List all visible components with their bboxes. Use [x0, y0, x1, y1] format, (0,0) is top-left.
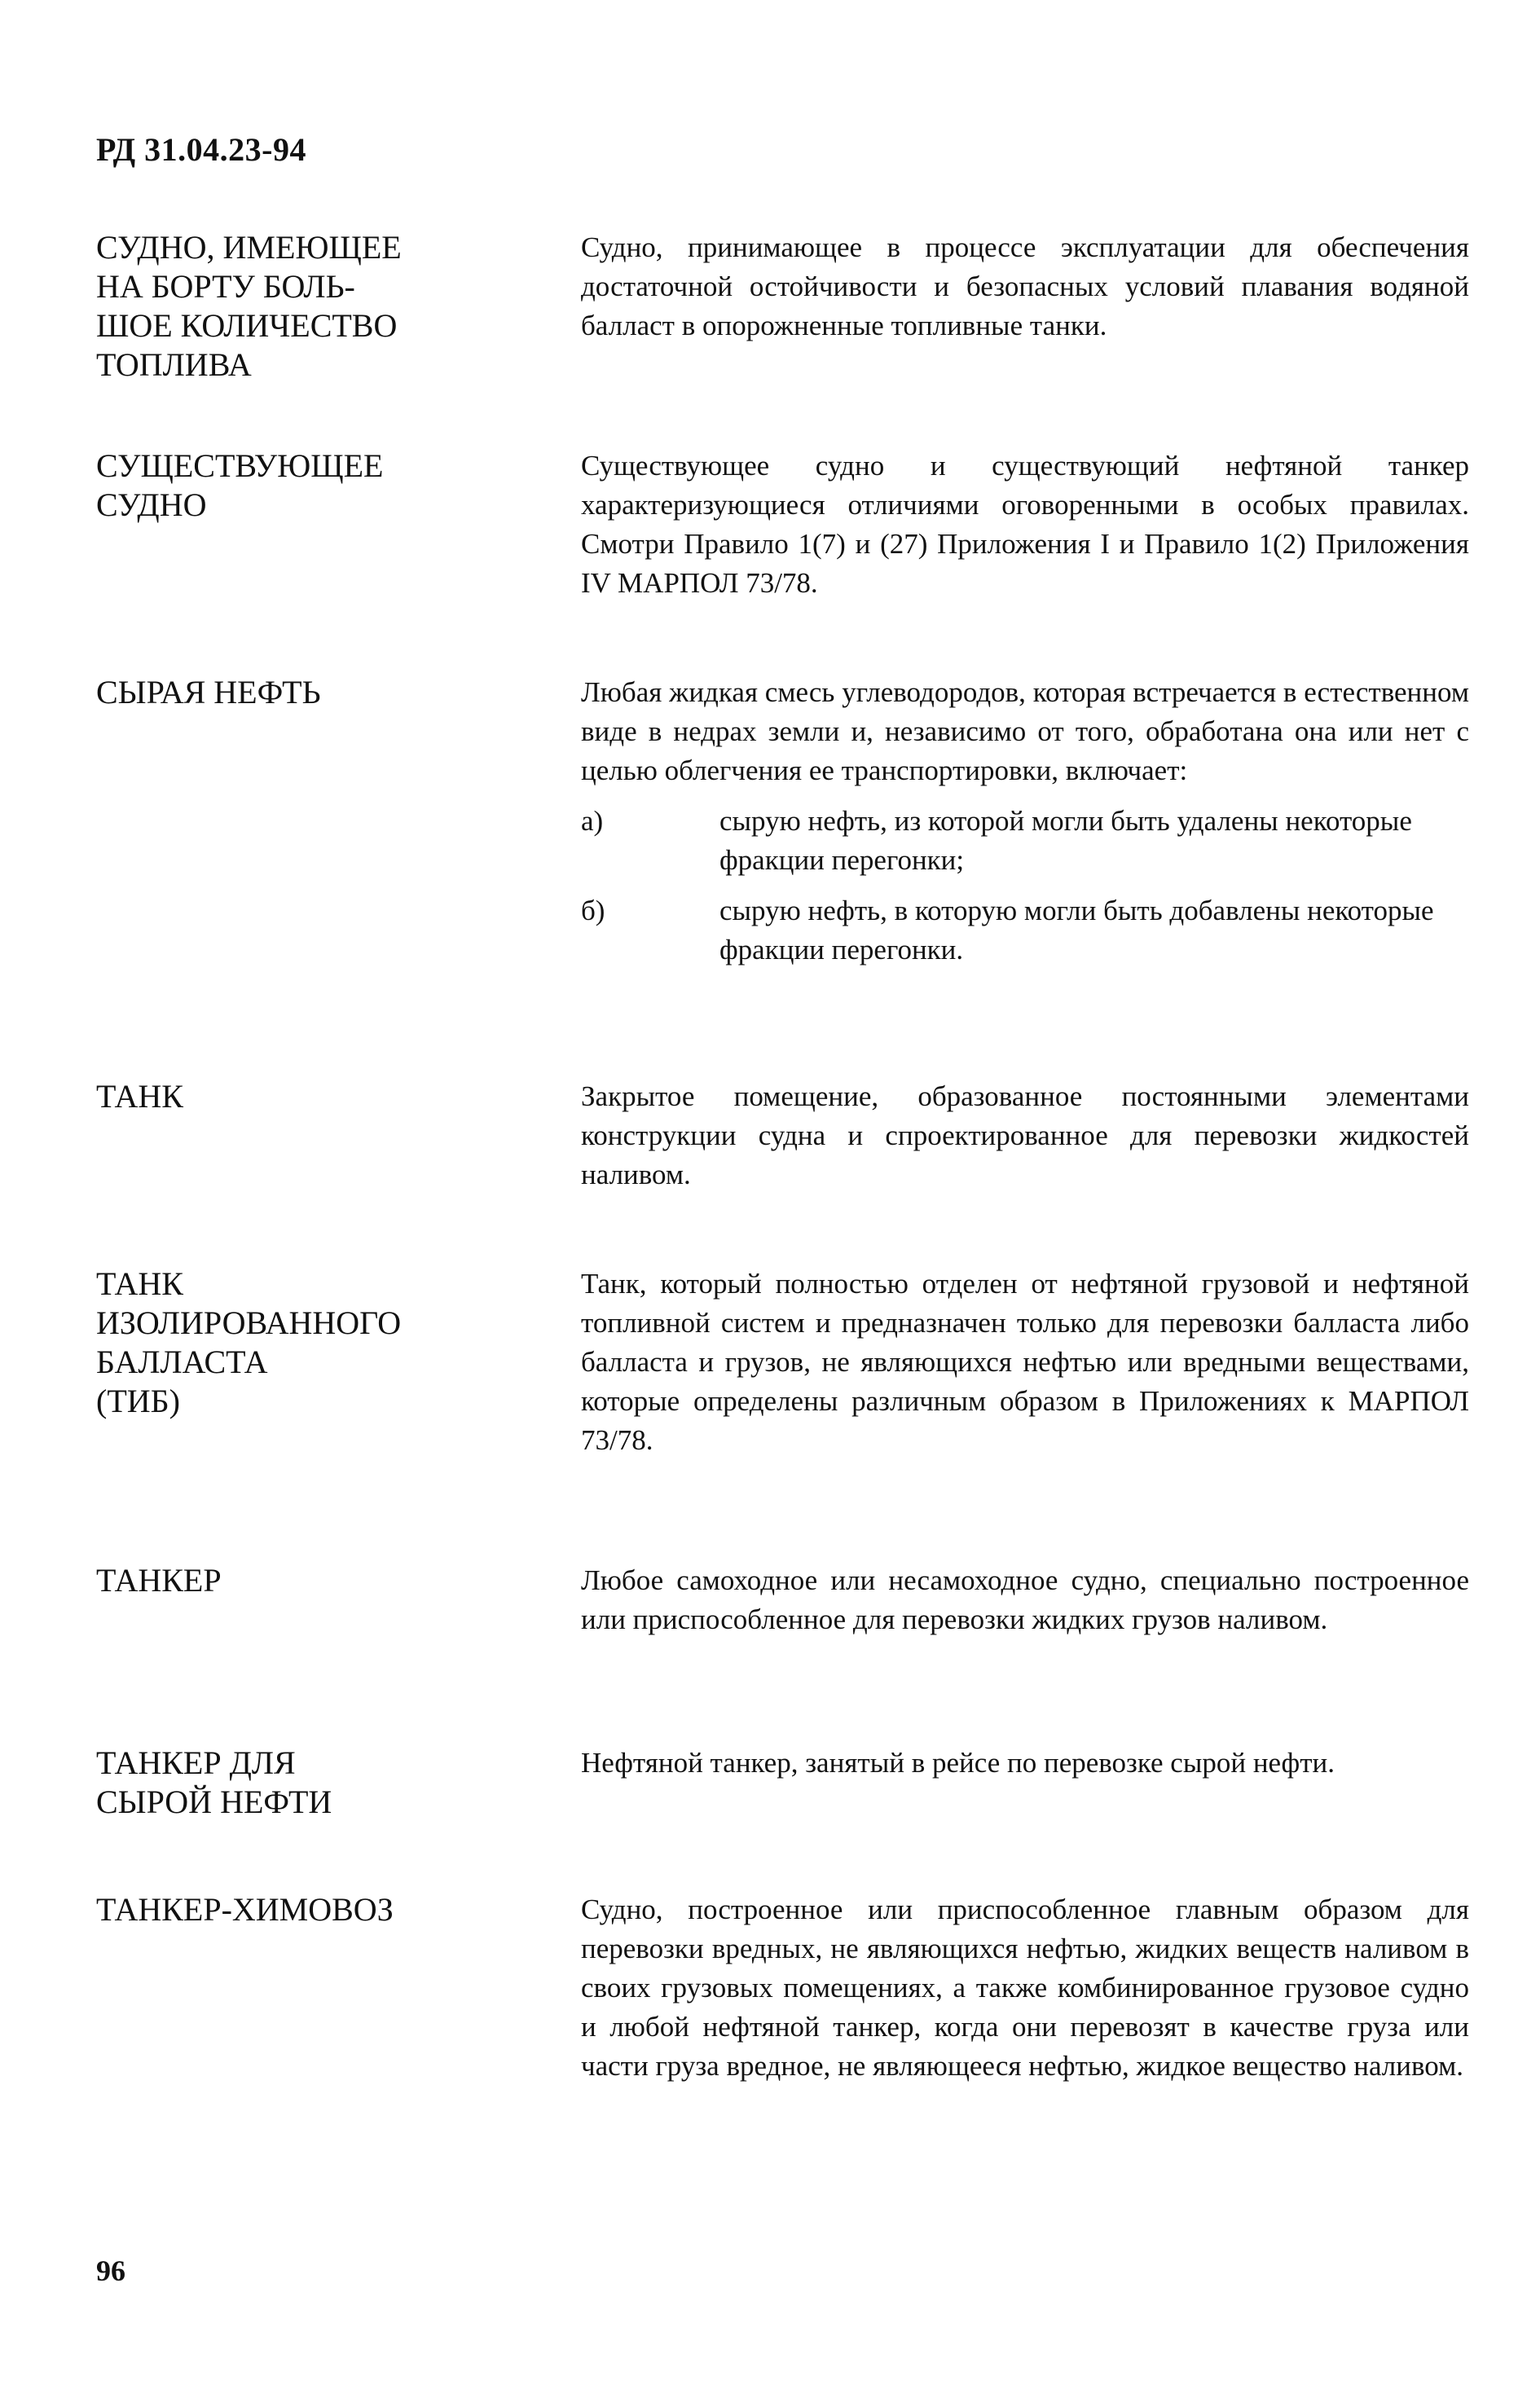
term-line: СЫРОЙ НЕФТИ — [96, 1784, 332, 1820]
term-line: ИЗОЛИРОВАННОГО — [96, 1304, 402, 1341]
term-line: СУЩЕСТВУЮЩЕЕ — [96, 447, 384, 484]
entry-term — [96, 673, 487, 712]
term-line: ТАНК — [96, 1078, 183, 1115]
definition-text: Судно, принимающее в процессе эксплуатации для обеспечения достаточной остойчивости и безопасных условий плавания водяной балласт в опорожненные топливные танки. — [581, 231, 1469, 341]
definition-text: Закрытое помещение, образованное постоянными элементами конструкции судна и спроектированное для перевозки жидкостей наливом. — [581, 1080, 1469, 1190]
entry-term — [96, 1890, 487, 1929]
list-item — [581, 891, 1469, 970]
entry-definition — [581, 1890, 1469, 2086]
entry-definition — [581, 1265, 1469, 1460]
entry-definition — [581, 228, 1469, 345]
definition-sublist — [581, 802, 1469, 970]
entry-term — [96, 1561, 487, 1600]
term-line: ШОЕ КОЛИЧЕСТВО — [96, 307, 398, 344]
term-line: НА БОРТУ БОЛЬ- — [96, 268, 355, 305]
term-line: БАЛЛАСТА — [96, 1344, 268, 1380]
term-line: ТАНК — [96, 1265, 183, 1302]
entry-definition — [581, 673, 1469, 981]
term-line: СЫРАЯ НЕФТЬ — [96, 674, 321, 710]
definition-text: Любая жидкая смесь углеводородов, которая встречается в естественном виде в недрах земли и, независимо от того, обработана она или нет с целью облегчения ее транспортировки, включает: — [581, 676, 1469, 786]
definition-text: Судно, построенное или приспособленное главным образом для перевозки вредных, не являющихся нефтью, жидких веществ наливом в своих грузовых помещениях, а также комбинированное грузовое судно и любой нефтяной танкер, когда они перевозят в качестве груза или части груза вредное, не являющееся нефтью, жидкое вещество наливом. — [581, 1894, 1469, 2082]
definition-text: Существующее судно и существующий нефтяной танкер характеризующиеся отличиями оговоренными в особых правилах. Смотри Правило 1(7) и (27) Приложения I и Правило 1(2) Приложения IV МАРПОЛ 73/78. — [581, 450, 1469, 599]
term-line: ТАНКЕР ДЛЯ — [96, 1744, 296, 1781]
page-number: 96 — [96, 2254, 125, 2287]
definition-text: Любое самоходное или несамоходное судно, специально построенное или приспособленное для перевозки жидких грузов наливом. — [581, 1564, 1469, 1635]
term-line: СУДНО, ИМЕЮЩЕЕ — [96, 229, 402, 266]
term-line: ТАНКЕР — [96, 1562, 222, 1599]
list-item — [581, 802, 1469, 880]
term-line: СУДНО — [96, 486, 207, 523]
entry-term — [96, 228, 487, 385]
entry-definition — [581, 446, 1469, 603]
entry-definition — [581, 1744, 1469, 1783]
entry-term — [96, 1265, 487, 1421]
definition-text: Танк, который полностью отделен от нефтяной грузовой и нефтяной топливной систем и предназначен только для перевозки балласта либо балласта и грузов, не являющихся нефтью или вредными веществами, которые определены различным образом в Приложениях к МАРПОЛ 73/78. — [581, 1268, 1469, 1456]
list-item-text: сырую нефть, в которую могли быть добавлены некоторые фракции перегонки. — [719, 895, 1434, 965]
entry-definition — [581, 1561, 1469, 1639]
entry-term — [96, 1077, 487, 1116]
term-line: ТОПЛИВА — [96, 346, 252, 383]
term-line: (ТИБ) — [96, 1383, 180, 1419]
term-line: ТАНКЕР-ХИМОВОЗ — [96, 1891, 394, 1928]
list-item-text: сырую нефть, из которой могли быть удалены некоторые фракции перегонки; — [719, 805, 1412, 876]
list-marker: а) — [581, 805, 604, 837]
entry-term — [96, 446, 487, 525]
entry-definition — [581, 1077, 1469, 1194]
document-code: РД 31.04.23-94 — [96, 131, 306, 168]
entry-term — [96, 1744, 487, 1822]
list-marker: б) — [581, 895, 605, 926]
definition-text: Нефтяной танкер, занятый в рейсе по перевозке сырой нефти. — [581, 1747, 1335, 1779]
